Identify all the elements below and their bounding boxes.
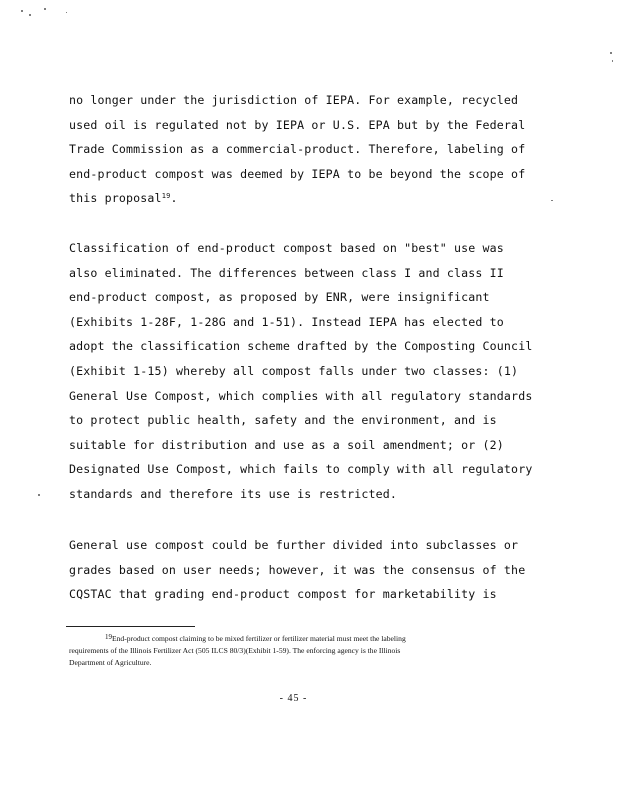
text-line: CQSTAC that grading end-product compost for marketability is xyxy=(69,587,497,602)
text-line: Trade Commission as a commercial-product. Therefore, labeling of xyxy=(69,142,526,157)
scan-speck xyxy=(44,8,46,10)
page-number: - 45 - xyxy=(279,693,308,704)
text-line: standards and therefore its use is restricted. xyxy=(69,486,397,501)
text-line: also eliminated. The differences between class I and class II xyxy=(69,265,504,280)
scan-speck xyxy=(612,60,613,62)
scan-speck xyxy=(66,12,67,13)
text-line: Classification of end-product compost based on "best" use was xyxy=(69,241,504,255)
text-line: suitable for distribution and use as a soil amendment; or (2) xyxy=(69,437,504,452)
footnote xyxy=(69,633,565,669)
footnote-separator xyxy=(66,626,195,627)
text-line: used oil is regulated not by IEPA or U.S. EPA but by the Federal xyxy=(69,117,526,132)
footnote-text: End-product compost claiming to be mixed fertilizer or fertilizer material must meet the labeling xyxy=(112,634,406,643)
scan-speck xyxy=(29,14,31,16)
scan-speck xyxy=(21,10,23,12)
footnote-line xyxy=(69,633,565,645)
text-line: end-product compost, as proposed by ENR, were insignificant xyxy=(69,290,490,305)
text-line xyxy=(69,186,569,211)
footnote-line: Department of Agriculture. xyxy=(69,658,152,667)
paragraph-2 xyxy=(69,236,569,507)
text-line: end-product compost was deemed by IEPA to be beyond the scope of xyxy=(69,166,526,181)
text-line: no longer under the jurisdiction of IEPA. For example, recycled xyxy=(69,93,519,107)
footnote-line: requirements of the Illinois Fertilizer Act (505 ILCS 80/3)(Exhibit 1-59). The enforcing agency is the Illinois xyxy=(69,646,401,655)
footnote-reference: 19 xyxy=(161,192,171,201)
text-line: (Exhibit 1-15) whereby all compost falls under two classes: (1) xyxy=(69,363,519,378)
text-line: Designated Use Compost, which fails to comply with all regulatory xyxy=(69,462,533,477)
paragraph-3 xyxy=(69,533,569,607)
text-line: adopt the classification scheme drafted by the Composting Council xyxy=(69,339,533,354)
scan-speck xyxy=(610,52,612,54)
text-fragment: . xyxy=(170,191,178,206)
paragraph-1 xyxy=(69,88,569,211)
text-line: General use compost could be further divided into subclasses or xyxy=(69,538,519,552)
text-line: General Use Compost, which complies with all regulatory standards xyxy=(69,388,533,403)
text-line: (Exhibits 1-28F, 1-28G and 1-51). Instead IEPA has elected to xyxy=(69,314,504,329)
text-line: grades based on user needs; however, it was the consensus of the xyxy=(69,562,526,577)
text-line: to protect public health, safety and the environment, and is xyxy=(69,413,497,428)
text-fragment: this proposal xyxy=(69,191,162,206)
scan-speck xyxy=(38,494,40,496)
footnote-marker: 19 xyxy=(105,633,112,641)
